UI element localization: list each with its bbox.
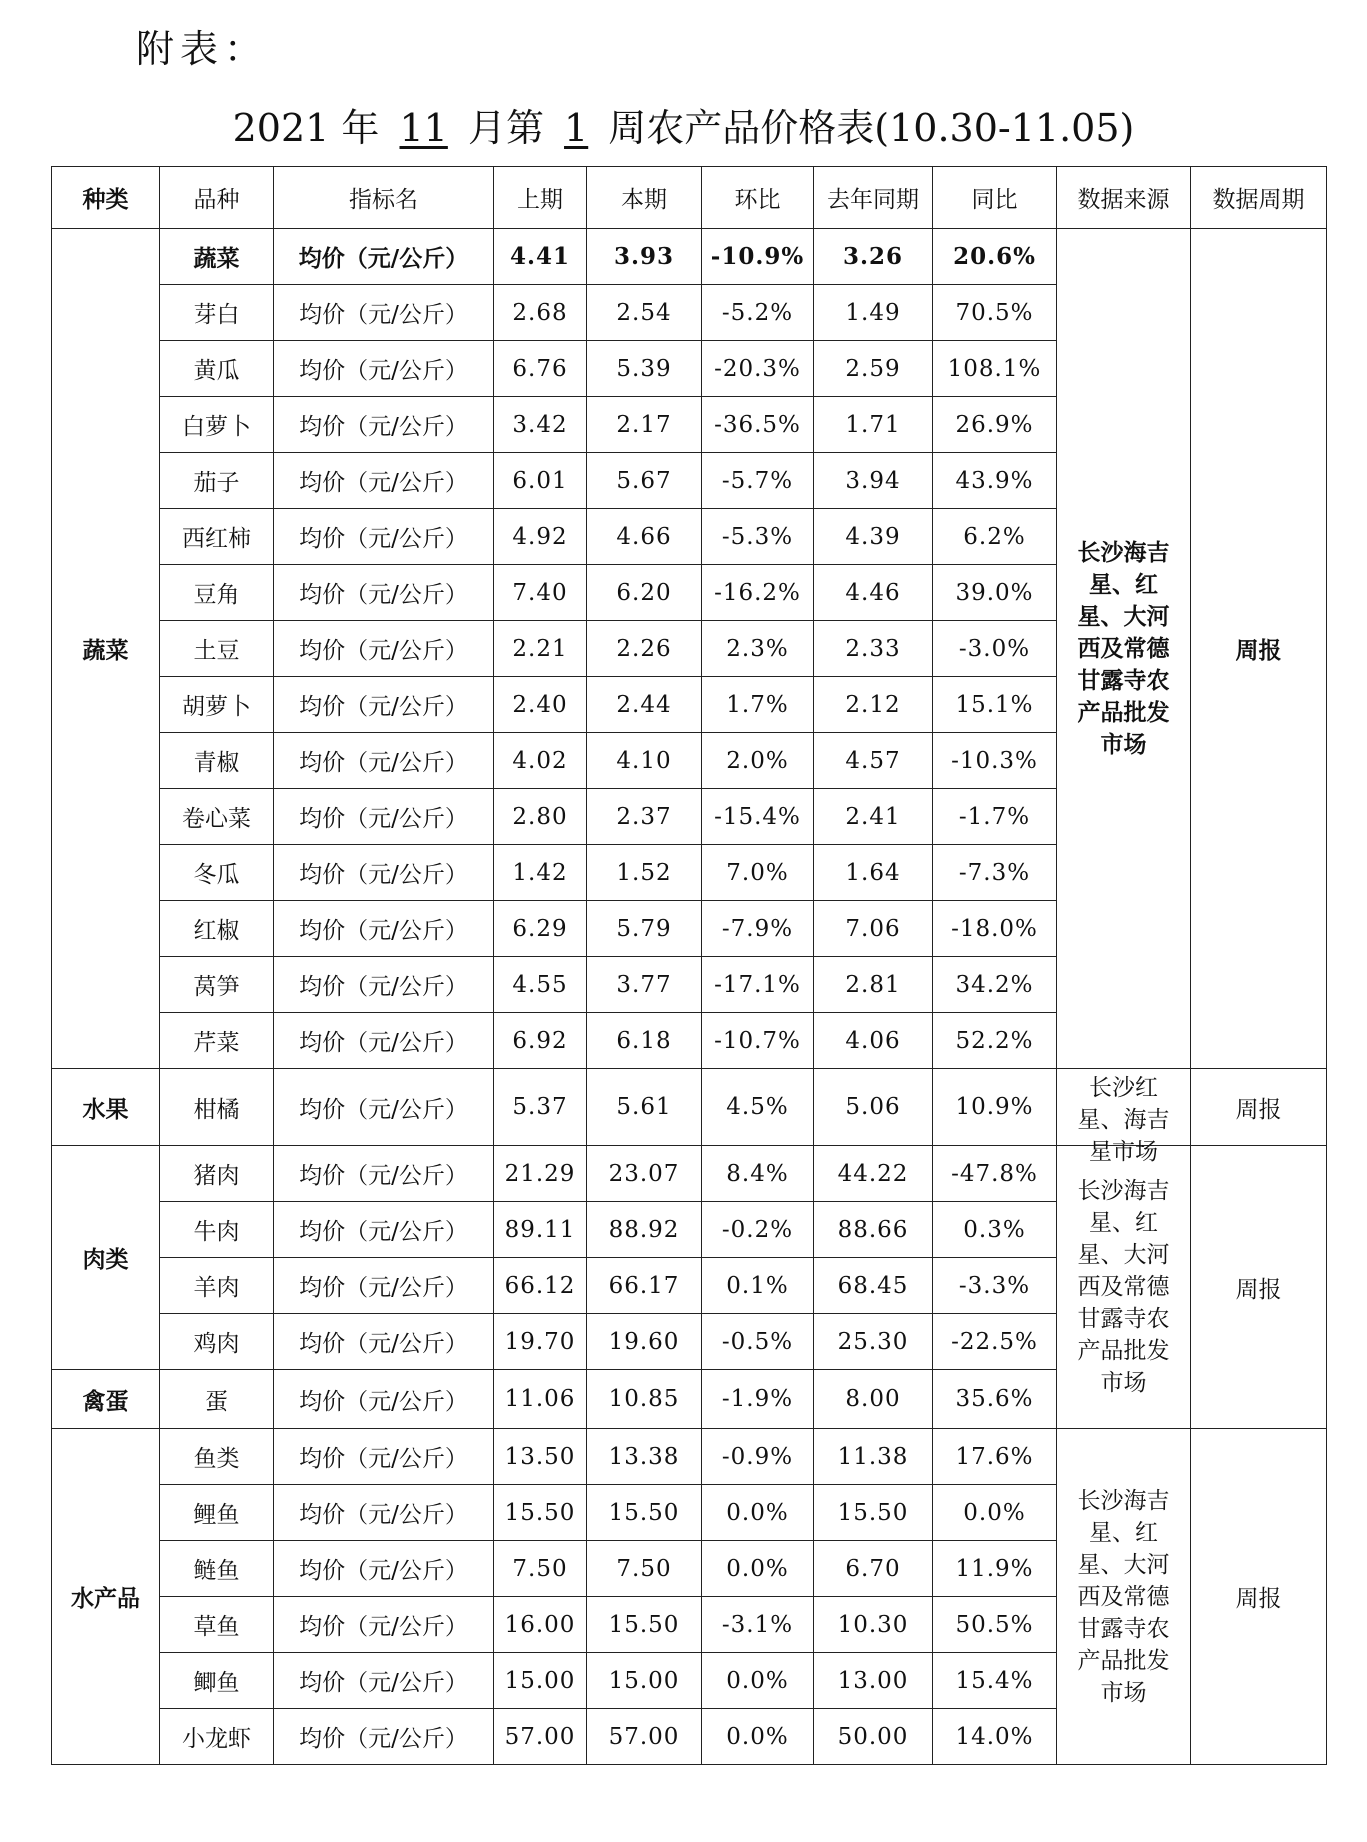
mom-cell: -0.9% (702, 1429, 814, 1485)
mom-cell: -17.1% (702, 957, 814, 1013)
mom-cell: -5.7% (702, 453, 814, 509)
variety-cell: 芽白 (160, 285, 274, 341)
curr-cell: 15.50 (587, 1597, 702, 1653)
metric-cell: 均价（元/公斤） (274, 1069, 494, 1146)
prev-cell: 66.12 (494, 1258, 587, 1314)
curr-cell: 5.39 (587, 341, 702, 397)
header-cycle: 数据周期 (1191, 167, 1327, 229)
last-year-cell: 4.57 (814, 733, 933, 789)
variety-cell: 黄瓜 (160, 341, 274, 397)
curr-cell: 6.20 (587, 565, 702, 621)
variety-cell: 豆角 (160, 565, 274, 621)
variety-cell: 鲫鱼 (160, 1653, 274, 1709)
variety-cell: 鲢鱼 (160, 1541, 274, 1597)
last-year-cell: 10.30 (814, 1597, 933, 1653)
yoy-cell: 26.9% (933, 397, 1057, 453)
mom-cell: 8.4% (702, 1146, 814, 1202)
mom-cell: 7.0% (702, 845, 814, 901)
mom-cell: 0.0% (702, 1709, 814, 1765)
curr-cell: 7.50 (587, 1541, 702, 1597)
variety-cell: 卷心菜 (160, 789, 274, 845)
mom-cell: -15.4% (702, 789, 814, 845)
curr-cell: 3.93 (587, 229, 702, 285)
header-variety: 品种 (160, 167, 274, 229)
yoy-cell: 15.1% (933, 677, 1057, 733)
last-year-cell: 4.46 (814, 565, 933, 621)
cycle-aquatic: 周报 (1191, 1429, 1327, 1765)
title-week: 1 (564, 106, 589, 150)
table-row (52, 1069, 1327, 1146)
metric-cell: 均价（元/公斤） (274, 1202, 494, 1258)
metric-cell: 均价（元/公斤） (274, 565, 494, 621)
last-year-cell: 2.41 (814, 789, 933, 845)
metric-cell: 均价（元/公斤） (274, 1370, 494, 1429)
metric-cell: 均价（元/公斤） (274, 901, 494, 957)
last-year-cell: 1.49 (814, 285, 933, 341)
header-yoy: 同比 (933, 167, 1057, 229)
prev-cell: 6.76 (494, 341, 587, 397)
yoy-cell: 17.6% (933, 1429, 1057, 1485)
metric-cell: 均价（元/公斤） (274, 789, 494, 845)
source-meat-egg (1057, 1146, 1191, 1429)
last-year-cell: 15.50 (814, 1485, 933, 1541)
curr-cell: 15.50 (587, 1485, 702, 1541)
yoy-cell: 34.2% (933, 957, 1057, 1013)
variety-cell: 芹菜 (160, 1013, 274, 1069)
metric-cell: 均价（元/公斤） (274, 1146, 494, 1202)
variety-cell: 草鱼 (160, 1597, 274, 1653)
variety-cell: 白萝卜 (160, 397, 274, 453)
prev-cell: 6.92 (494, 1013, 587, 1069)
curr-cell: 5.67 (587, 453, 702, 509)
variety-cell: 牛肉 (160, 1202, 274, 1258)
header-prev: 上期 (494, 167, 587, 229)
prev-cell: 16.00 (494, 1597, 587, 1653)
source-fruit (1057, 1069, 1191, 1165)
metric-cell: 均价（元/公斤） (274, 733, 494, 789)
price-table (51, 166, 1327, 1765)
yoy-cell: 0.3% (933, 1202, 1057, 1258)
prev-cell: 4.92 (494, 509, 587, 565)
category-egg: 禽蛋 (52, 1370, 160, 1429)
table-row (52, 1429, 1327, 1485)
last-year-cell: 3.94 (814, 453, 933, 509)
yoy-cell: 15.4% (933, 1653, 1057, 1709)
prev-cell: 11.06 (494, 1370, 587, 1429)
yoy-cell: -1.7% (933, 789, 1057, 845)
title-prefix: 2021 年 (232, 106, 392, 150)
variety-cell: 青椒 (160, 733, 274, 789)
mom-cell: -7.9% (702, 901, 814, 957)
last-year-cell: 2.81 (814, 957, 933, 1013)
metric-cell: 均价（元/公斤） (274, 229, 494, 285)
yoy-cell: -18.0% (933, 901, 1057, 957)
prev-cell: 2.40 (494, 677, 587, 733)
variety-cell: 鱼类 (160, 1429, 274, 1485)
metric-cell: 均价（元/公斤） (274, 957, 494, 1013)
yoy-cell: 14.0% (933, 1709, 1057, 1765)
yoy-cell: -7.3% (933, 845, 1057, 901)
metric-cell: 均价（元/公斤） (274, 1429, 494, 1485)
yoy-cell: 20.6% (933, 229, 1057, 285)
last-year-cell: 2.33 (814, 621, 933, 677)
title-mid: 月第 (455, 106, 557, 150)
prev-cell: 4.02 (494, 733, 587, 789)
prev-cell: 6.01 (494, 453, 587, 509)
mom-cell: -10.9% (702, 229, 814, 285)
category-aquatic: 水产品 (52, 1429, 160, 1765)
metric-cell: 均价（元/公斤） (274, 1485, 494, 1541)
mom-cell: 0.0% (702, 1541, 814, 1597)
table-row (52, 229, 1327, 285)
last-year-cell: 25.30 (814, 1314, 933, 1370)
metric-cell: 均价（元/公斤） (274, 285, 494, 341)
yoy-cell: 70.5% (933, 285, 1057, 341)
prev-cell: 57.00 (494, 1709, 587, 1765)
header-mom: 环比 (702, 167, 814, 229)
source-text: 长沙海吉星、红星、大河西及常德甘露寺农产品批发市场 (1077, 1178, 1170, 1396)
variety-cell: 鲤鱼 (160, 1485, 274, 1541)
mom-cell: 0.0% (702, 1485, 814, 1541)
metric-cell: 均价（元/公斤） (274, 621, 494, 677)
last-year-cell: 2.59 (814, 341, 933, 397)
curr-cell: 10.85 (587, 1370, 702, 1429)
last-year-cell: 44.22 (814, 1146, 933, 1202)
curr-cell: 6.18 (587, 1013, 702, 1069)
yoy-cell: 50.5% (933, 1597, 1057, 1653)
prev-cell: 6.29 (494, 901, 587, 957)
yoy-cell: 43.9% (933, 453, 1057, 509)
metric-cell: 均价（元/公斤） (274, 509, 494, 565)
last-year-cell: 3.26 (814, 229, 933, 285)
prev-cell: 2.21 (494, 621, 587, 677)
curr-cell: 66.17 (587, 1258, 702, 1314)
last-year-cell: 50.00 (814, 1709, 933, 1765)
curr-cell: 57.00 (587, 1709, 702, 1765)
prev-cell: 4.41 (494, 229, 587, 285)
yoy-cell: 52.2% (933, 1013, 1057, 1069)
mom-cell: -5.3% (702, 509, 814, 565)
last-year-cell: 2.12 (814, 677, 933, 733)
yoy-cell: 108.1% (933, 341, 1057, 397)
mom-cell: 2.0% (702, 733, 814, 789)
mom-cell: 4.5% (702, 1069, 814, 1146)
cycle-vegetable: 周报 (1191, 229, 1327, 1069)
yoy-cell: 11.9% (933, 1541, 1057, 1597)
prev-cell: 15.00 (494, 1653, 587, 1709)
metric-cell: 均价（元/公斤） (274, 1013, 494, 1069)
curr-cell: 88.92 (587, 1202, 702, 1258)
variety-cell: 胡萝卜 (160, 677, 274, 733)
last-year-cell: 8.00 (814, 1370, 933, 1429)
mom-cell: -0.5% (702, 1314, 814, 1370)
yoy-cell: 0.0% (933, 1485, 1057, 1541)
header-category: 种类 (52, 167, 160, 229)
prev-cell: 21.29 (494, 1146, 587, 1202)
mom-cell: -0.2% (702, 1202, 814, 1258)
prev-cell: 7.40 (494, 565, 587, 621)
header-last-year: 去年同期 (814, 167, 933, 229)
last-year-cell: 68.45 (814, 1258, 933, 1314)
yoy-cell: 35.6% (933, 1370, 1057, 1429)
mom-cell: -3.1% (702, 1597, 814, 1653)
last-year-cell: 5.06 (814, 1069, 933, 1146)
curr-cell: 3.77 (587, 957, 702, 1013)
attachment-label: 附表： (136, 27, 269, 71)
metric-cell: 均价（元/公斤） (274, 397, 494, 453)
category-meat: 肉类 (52, 1146, 160, 1370)
curr-cell: 19.60 (587, 1314, 702, 1370)
source-text: 长沙红星、海吉星市场 (1077, 1075, 1170, 1165)
prev-cell: 5.37 (494, 1069, 587, 1146)
curr-cell: 2.44 (587, 677, 702, 733)
category-fruit: 水果 (52, 1069, 160, 1146)
category-vegetable: 蔬菜 (52, 229, 160, 1069)
yoy-cell: -10.3% (933, 733, 1057, 789)
mom-cell: 0.0% (702, 1653, 814, 1709)
mom-cell: -16.2% (702, 565, 814, 621)
variety-cell: 西红柿 (160, 509, 274, 565)
last-year-cell: 88.66 (814, 1202, 933, 1258)
curr-cell: 1.52 (587, 845, 702, 901)
title-month: 11 (399, 106, 448, 150)
prev-cell: 7.50 (494, 1541, 587, 1597)
variety-cell: 蔬菜 (160, 229, 274, 285)
variety-cell: 鸡肉 (160, 1314, 274, 1370)
last-year-cell: 6.70 (814, 1541, 933, 1597)
last-year-cell: 1.64 (814, 845, 933, 901)
metric-cell: 均价（元/公斤） (274, 453, 494, 509)
variety-cell: 猪肉 (160, 1146, 274, 1202)
variety-cell: 羊肉 (160, 1258, 274, 1314)
yoy-cell: -3.0% (933, 621, 1057, 677)
mom-cell: -36.5% (702, 397, 814, 453)
source-aquatic (1057, 1429, 1191, 1765)
yoy-cell: 10.9% (933, 1069, 1057, 1146)
last-year-cell: 7.06 (814, 901, 933, 957)
last-year-cell: 4.06 (814, 1013, 933, 1069)
curr-cell: 15.00 (587, 1653, 702, 1709)
mom-cell: -20.3% (702, 341, 814, 397)
mom-cell: 2.3% (702, 621, 814, 677)
mom-cell: -1.9% (702, 1370, 814, 1429)
curr-cell: 13.38 (587, 1429, 702, 1485)
source-vegetable (1057, 229, 1191, 1069)
curr-cell: 2.37 (587, 789, 702, 845)
mom-cell: -10.7% (702, 1013, 814, 1069)
prev-cell: 2.80 (494, 789, 587, 845)
curr-cell: 2.17 (587, 397, 702, 453)
prev-cell: 4.55 (494, 957, 587, 1013)
prev-cell: 3.42 (494, 397, 587, 453)
page-title (0, 97, 1367, 152)
variety-cell: 红椒 (160, 901, 274, 957)
curr-cell: 2.26 (587, 621, 702, 677)
header-curr: 本期 (587, 167, 702, 229)
last-year-cell: 11.38 (814, 1429, 933, 1485)
source-text: 长沙海吉星、红星、大河西及常德甘露寺农产品批发市场 (1077, 1487, 1170, 1706)
header-metric: 指标名 (274, 167, 494, 229)
mom-cell: 0.1% (702, 1258, 814, 1314)
metric-cell: 均价（元/公斤） (274, 1258, 494, 1314)
metric-cell: 均价（元/公斤） (274, 1653, 494, 1709)
metric-cell: 均价（元/公斤） (274, 1314, 494, 1370)
yoy-cell: 6.2% (933, 509, 1057, 565)
metric-cell: 均价（元/公斤） (274, 1597, 494, 1653)
yoy-cell: 39.0% (933, 565, 1057, 621)
yoy-cell: -3.3% (933, 1258, 1057, 1314)
curr-cell: 5.79 (587, 901, 702, 957)
variety-cell: 柑橘 (160, 1069, 274, 1146)
curr-cell: 2.54 (587, 285, 702, 341)
prev-cell: 15.50 (494, 1485, 587, 1541)
variety-cell: 茄子 (160, 453, 274, 509)
prev-cell: 13.50 (494, 1429, 587, 1485)
yoy-cell: -22.5% (933, 1314, 1057, 1370)
variety-cell: 莴笋 (160, 957, 274, 1013)
curr-cell: 5.61 (587, 1069, 702, 1146)
prev-cell: 19.70 (494, 1314, 587, 1370)
yoy-cell: -47.8% (933, 1146, 1057, 1202)
metric-cell: 均价（元/公斤） (274, 1709, 494, 1765)
title-suffix: 周农产品价格表(10.30-11.05) (596, 106, 1135, 150)
prev-cell: 1.42 (494, 845, 587, 901)
metric-cell: 均价（元/公斤） (274, 677, 494, 733)
header-source: 数据来源 (1057, 167, 1191, 229)
variety-cell: 小龙虾 (160, 1709, 274, 1765)
prev-cell: 2.68 (494, 285, 587, 341)
mom-cell: -5.2% (702, 285, 814, 341)
variety-cell: 蛋 (160, 1370, 274, 1429)
header-row (52, 167, 1327, 229)
cycle-fruit: 周报 (1191, 1069, 1327, 1146)
last-year-cell: 4.39 (814, 509, 933, 565)
mom-cell: 1.7% (702, 677, 814, 733)
prev-cell: 89.11 (494, 1202, 587, 1258)
last-year-cell: 1.71 (814, 397, 933, 453)
curr-cell: 23.07 (587, 1146, 702, 1202)
metric-cell: 均价（元/公斤） (274, 341, 494, 397)
metric-cell: 均价（元/公斤） (274, 845, 494, 901)
cycle-meat-egg: 周报 (1191, 1146, 1327, 1429)
variety-cell: 土豆 (160, 621, 274, 677)
metric-cell: 均价（元/公斤） (274, 1541, 494, 1597)
curr-cell: 4.10 (587, 733, 702, 789)
last-year-cell: 13.00 (814, 1653, 933, 1709)
source-text: 长沙海吉星、红星、大河西及常德甘露寺农产品批发市场 (1077, 539, 1170, 758)
curr-cell: 4.66 (587, 509, 702, 565)
variety-cell: 冬瓜 (160, 845, 274, 901)
